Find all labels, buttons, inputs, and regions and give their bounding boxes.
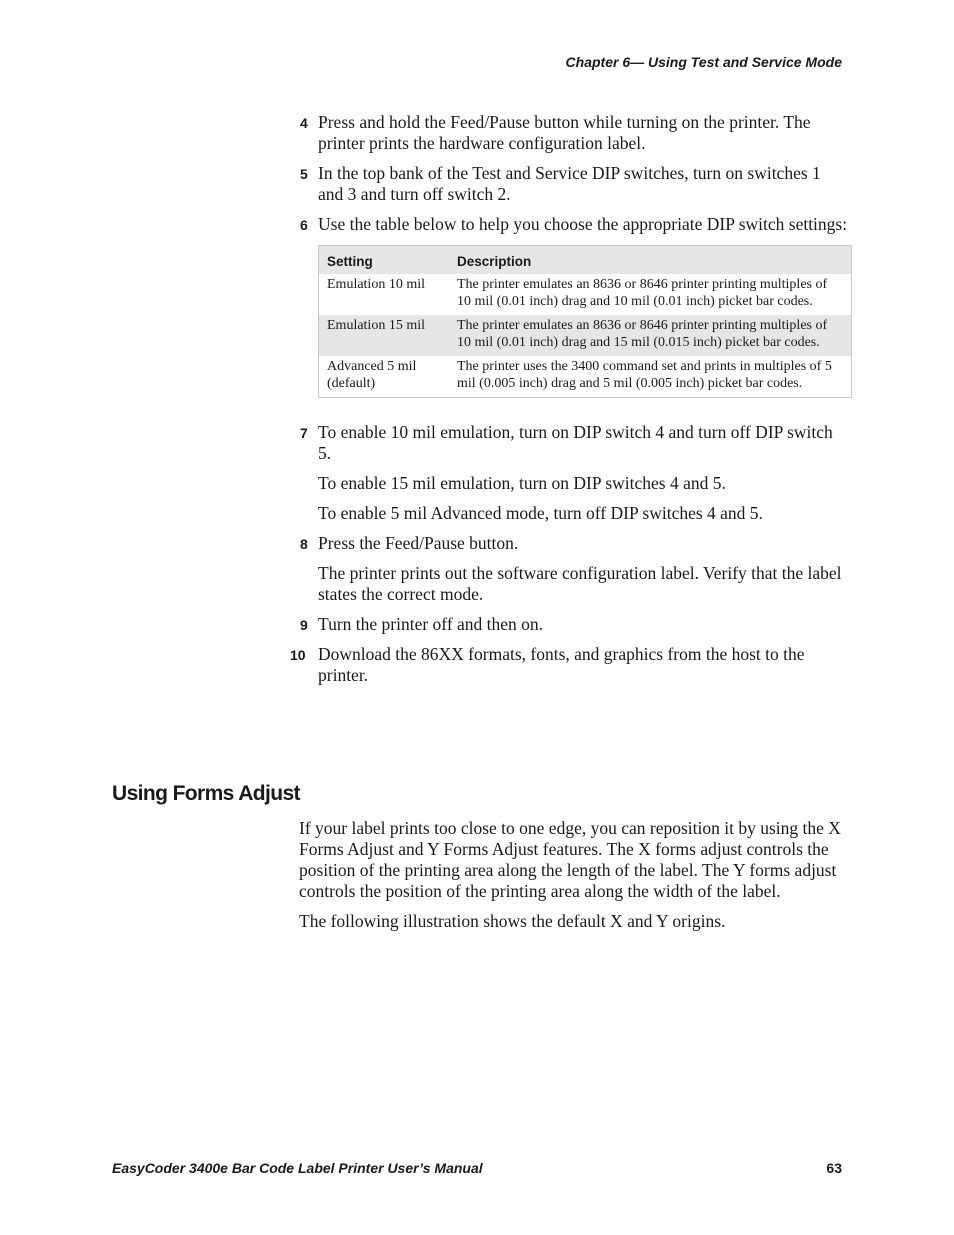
footer-manual-title: EasyCoder 3400e Bar Code Label Printer User’s Manual <box>112 1160 483 1176</box>
body-paragraph: The following illustration shows the default X and Y origins. <box>299 911 726 931</box>
step-text: Use the table below to help you choose the appropriate DIP switch settings: <box>318 214 848 234</box>
step-10 <box>290 644 850 686</box>
step-number: 9 <box>300 616 308 633</box>
step-text: In the top bank of the Test and Service DIP switches, turn on switches 1 and 3 and turn off switch 2. <box>318 163 821 204</box>
step-7-note: To enable 15 mil emulation, turn on DIP switches 4 and 5. <box>318 472 726 493</box>
step-4 <box>290 112 850 154</box>
step-8-note: The printer prints out the software configuration label. Verify that the label states the correct mode. <box>318 562 842 604</box>
description-cell: The printer uses the 3400 command set and prints in multiples of 5 mil (0.005 inch) drag and 5 mil (0.005 inch) picket bar codes. <box>457 358 832 391</box>
table-header-row <box>319 246 852 274</box>
setting-cell: Emulation 10 mil <box>327 276 425 292</box>
page-number: 63 <box>826 1160 842 1176</box>
step-text: Turn the printer off and then on. <box>318 613 544 634</box>
step-6 <box>290 214 850 235</box>
body-paragraph: If your label prints too close to one edge, you can reposition it by using the X Forms Adjust and Y Forms Adjust features. The X forms adjust controls the position of the printing area along the length of the label. The Y forms adjust controls the position of the printing area along the width of the label. <box>299 818 841 901</box>
step-number: 5 <box>300 166 308 182</box>
step-7 <box>290 422 850 464</box>
setting-cell: Emulation 15 mil <box>319 315 450 356</box>
step-number: 8 <box>300 535 308 552</box>
description-cell: The printer emulates an 8636 or 8646 printer printing multiples of 10 mil (0.01 inch) drag and 15 mil (0.015 inch) picket bar codes. <box>449 315 852 356</box>
table-row <box>319 356 852 398</box>
table-row <box>319 315 852 356</box>
section-heading: Using Forms Adjust <box>112 782 300 805</box>
table-row <box>319 274 852 315</box>
step-number: 6 <box>300 217 308 233</box>
dip-switch-settings-table <box>318 245 852 398</box>
step-number: 10 <box>290 646 306 663</box>
step-5 <box>290 163 850 205</box>
column-header-description: Description <box>449 246 852 274</box>
step-7-note: To enable 5 mil Advanced mode, turn off DIP switches 4 and 5. <box>318 502 763 523</box>
description-cell: The printer emulates an 8636 or 8646 printer printing multiples of 10 mil (0.01 inch) drag and 10 mil (0.01 inch) picket bar codes. <box>457 276 828 309</box>
procedure-steps <box>290 112 850 695</box>
step-9 <box>290 614 850 635</box>
step-text: To enable 10 mil emulation, turn on DIP switch 4 and turn off DIP switch 5. <box>318 421 833 463</box>
step-8 <box>290 533 850 554</box>
chapter-header: Chapter 6— Using Test and Service Mode <box>565 54 842 70</box>
step-number: 4 <box>300 115 308 131</box>
step-text: Press and hold the Feed/Pause button while turning on the printer. The printer prints the hardware configuration label. <box>318 112 811 153</box>
step-text: Press the Feed/Pause button. <box>318 532 519 553</box>
step-number: 7 <box>300 424 308 441</box>
section-body <box>299 818 849 941</box>
setting-cell: Advanced 5 mil (default) <box>327 358 417 391</box>
step-text: Download the 86XX formats, fonts, and graphics from the host to the printer. <box>318 643 805 685</box>
column-header-setting: Setting <box>319 246 450 274</box>
